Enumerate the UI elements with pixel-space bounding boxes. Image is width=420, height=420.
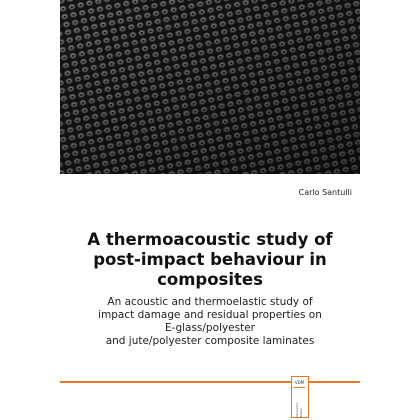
subtitle-line: E-glass/polyester [165,322,255,334]
book-title [60,230,360,290]
publisher-logo-text: VDM [294,379,305,388]
book-subtitle [60,296,360,348]
vdm-logo-icon [291,376,309,418]
title-line: composites [157,270,263,289]
subtitle-line: An acoustic and thermoelastic study of [107,296,313,308]
cover-photo [60,0,360,174]
book-cover [60,0,360,420]
author-name: Carlo Santulli [298,188,352,197]
publisher-tagline: Verlag Dr. Müller [295,402,303,417]
subtitle-line: and jute/polyester composite laminates [105,335,315,347]
title-line: A thermoacoustic study of [87,230,333,249]
accent-rule [60,381,360,383]
title-line: post-impact behaviour in [93,250,327,269]
subtitle-line: impact damage and residual properties on [98,309,322,321]
